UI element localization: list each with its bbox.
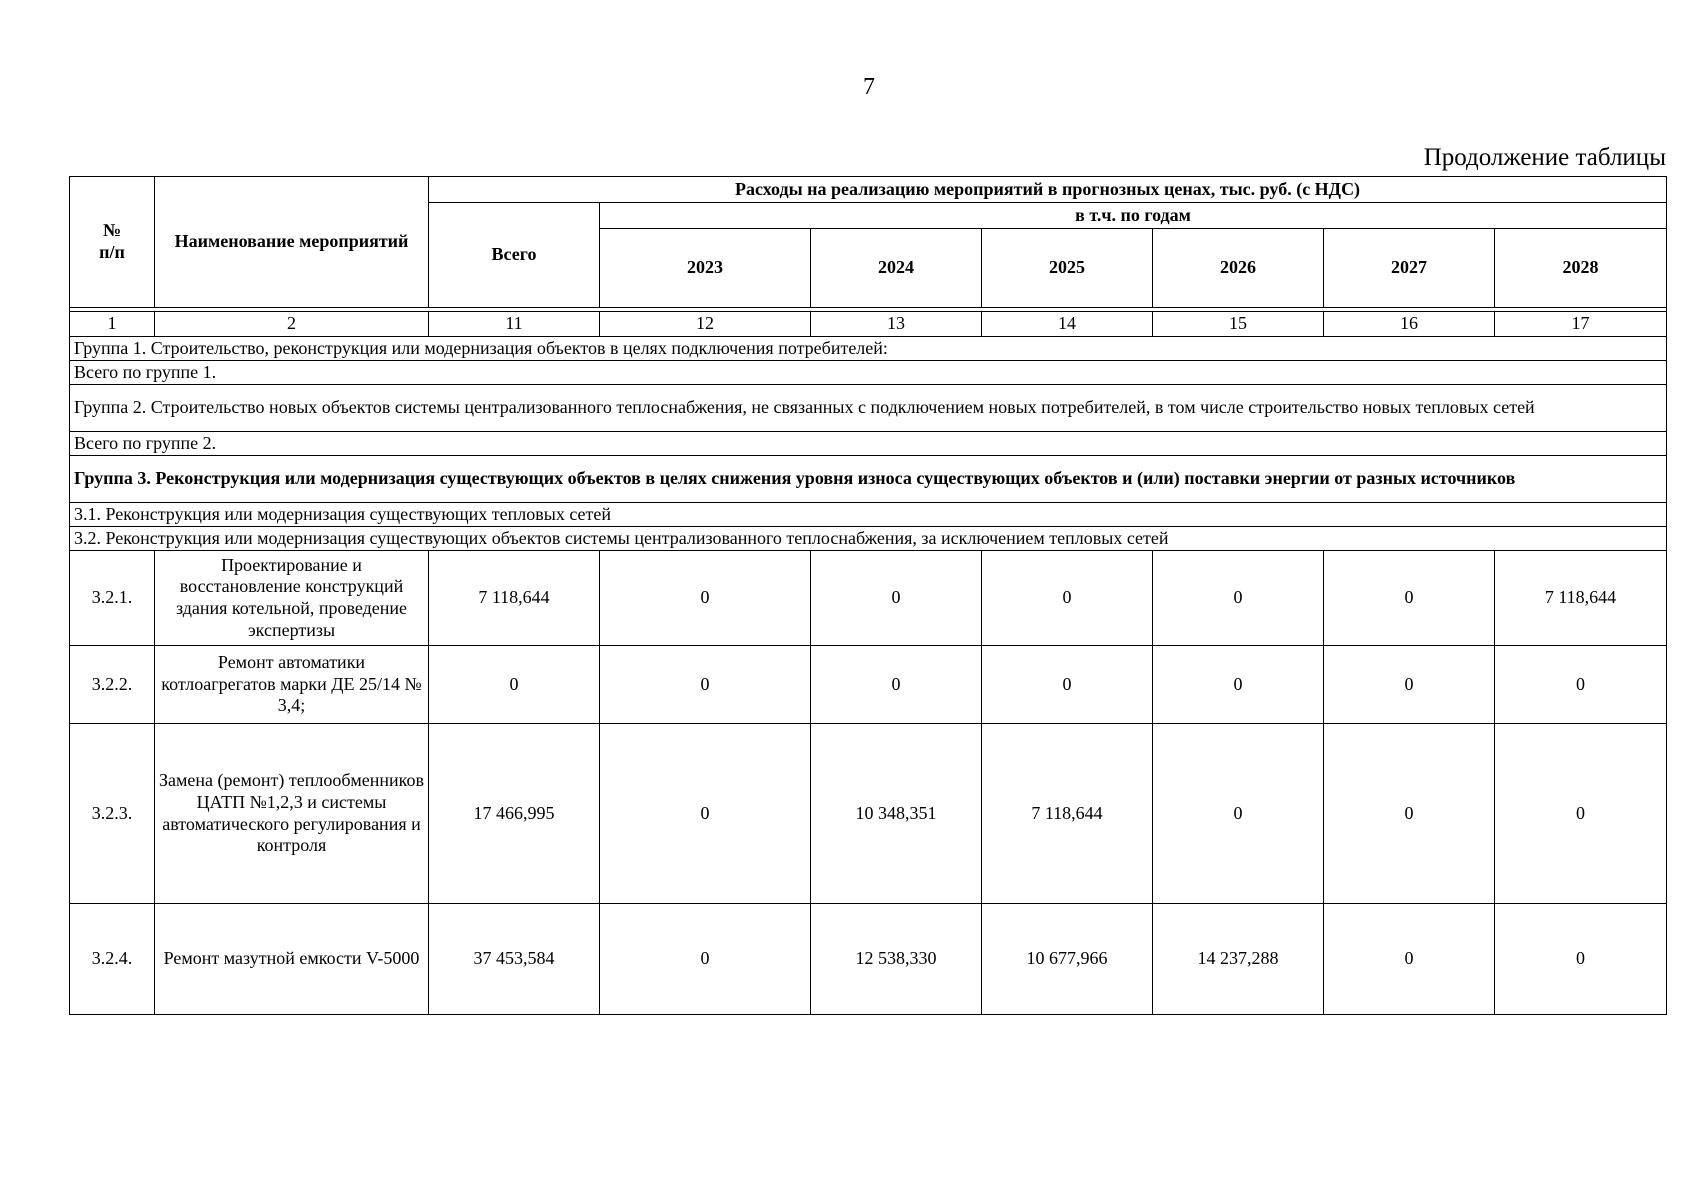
row-year-2025: 10 677,966	[982, 904, 1153, 1015]
header-by-years: в т.ч. по годам	[600, 203, 1667, 229]
header-name	[155, 177, 429, 308]
row-year-2026: 0	[1153, 551, 1324, 646]
subgroup-3-2-title: 3.2. Реконструкция или модернизация существующих объектов системы централизованного теплоснабжения, за исключением тепловых сетей	[70, 527, 1667, 551]
column-number-row	[70, 312, 1667, 337]
row-year-2023: 0	[600, 904, 811, 1015]
group-1-total-row	[70, 361, 1667, 385]
table-row	[70, 904, 1667, 1015]
table-row	[70, 551, 1667, 646]
row-year-2026: 0	[1153, 724, 1324, 904]
row-num: 3.2.1.	[70, 551, 155, 646]
row-num: 3.2.4.	[70, 904, 155, 1015]
group-1-title: Группа 1. Строительство, реконструкция или модернизация объектов в целях подключения потребителей:	[70, 337, 1667, 361]
row-name: Проектирование и восстановление конструкций здания котельной, проведение экспертизы	[155, 551, 429, 646]
row-name: Замена (ремонт) теплообменников ЦАТП №1,2,3 и системы автоматического регулирования и контроля	[155, 724, 429, 904]
row-year-2025: 0	[982, 646, 1153, 724]
row-total: 7 118,644	[429, 551, 600, 646]
subgroup-3-1-row	[70, 503, 1667, 527]
header-num-text: № п/п	[99, 220, 125, 262]
group-1-row	[70, 337, 1667, 361]
row-year-2027: 0	[1324, 904, 1495, 1015]
row-year-2025: 7 118,644	[982, 724, 1153, 904]
group-2-total-row	[70, 432, 1667, 456]
header-num	[70, 177, 155, 308]
row-year-2028: 0	[1495, 724, 1667, 904]
row-year-2028: 0	[1495, 904, 1667, 1015]
expenses-table	[69, 176, 1667, 1015]
column-number: 16	[1324, 312, 1495, 337]
row-year-2024: 0	[811, 646, 982, 724]
column-number: 2	[155, 312, 429, 337]
column-number: 1	[70, 312, 155, 337]
row-year-2023: 0	[600, 551, 811, 646]
row-year-2024: 12 538,330	[811, 904, 982, 1015]
column-number: 11	[429, 312, 600, 337]
row-year-2024: 10 348,351	[811, 724, 982, 904]
group-2-row	[70, 385, 1667, 432]
column-number: 15	[1153, 312, 1324, 337]
row-year-2023: 0	[600, 646, 811, 724]
row-year-2027: 0	[1324, 724, 1495, 904]
column-number: 12	[600, 312, 811, 337]
page-number: 7	[863, 74, 875, 100]
table-row	[70, 646, 1667, 724]
row-year-2028: 7 118,644	[1495, 551, 1667, 646]
header-year-2023: 2023	[600, 229, 811, 308]
group-2-total: Всего по группе 2.	[70, 432, 1667, 456]
row-year-2025: 0	[982, 551, 1153, 646]
row-year-2027: 0	[1324, 646, 1495, 724]
group-1-total: Всего по группе 1.	[70, 361, 1667, 385]
column-number: 13	[811, 312, 982, 337]
header-total: Всего	[429, 203, 600, 308]
header-year-2025: 2025	[982, 229, 1153, 308]
header-year-2028: 2028	[1495, 229, 1667, 308]
header-name-text: Наименование мероприятий	[174, 231, 409, 252]
row-year-2026: 14 237,288	[1153, 904, 1324, 1015]
header-year-2026: 2026	[1153, 229, 1324, 308]
continuation-label: Продолжение таблицы	[1423, 144, 1666, 171]
row-year-2023: 0	[600, 724, 811, 904]
header-year-2024: 2024	[811, 229, 982, 308]
row-total: 17 466,995	[429, 724, 600, 904]
row-year-2028: 0	[1495, 646, 1667, 724]
header-year-2027: 2027	[1324, 229, 1495, 308]
row-year-2027: 0	[1324, 551, 1495, 646]
subgroup-3-2-row	[70, 527, 1667, 551]
row-total: 37 453,584	[429, 904, 600, 1015]
subgroup-3-1-title: 3.1. Реконструкция или модернизация существующих тепловых сетей	[70, 503, 1667, 527]
row-name: Ремонт автоматики котлоагрегатов марки ДЕ 25/14 № 3,4;	[155, 646, 429, 724]
header-expenses: Расходы на реализацию мероприятий в прогнозных ценах, тыс. руб. (с НДС)	[429, 177, 1667, 203]
row-year-2024: 0	[811, 551, 982, 646]
row-name: Ремонт мазутной емкости V-5000	[155, 904, 429, 1015]
row-total: 0	[429, 646, 600, 724]
group-3-row	[70, 456, 1667, 503]
column-number: 14	[982, 312, 1153, 337]
column-number: 17	[1495, 312, 1667, 337]
group-3-title: Группа 3. Реконструкция или модернизация существующих объектов в целях снижения уровня износа существующих объектов и (или) поставки энергии от разных источников	[70, 456, 1667, 503]
table-row	[70, 724, 1667, 904]
row-num: 3.2.2.	[70, 646, 155, 724]
row-year-2026: 0	[1153, 646, 1324, 724]
group-2-title: Группа 2. Строительство новых объектов системы централизованного теплоснабжения, не связанных с подключением новых потребителей, в том числе строительство новых тепловых сетей	[70, 385, 1667, 432]
row-num: 3.2.3.	[70, 724, 155, 904]
